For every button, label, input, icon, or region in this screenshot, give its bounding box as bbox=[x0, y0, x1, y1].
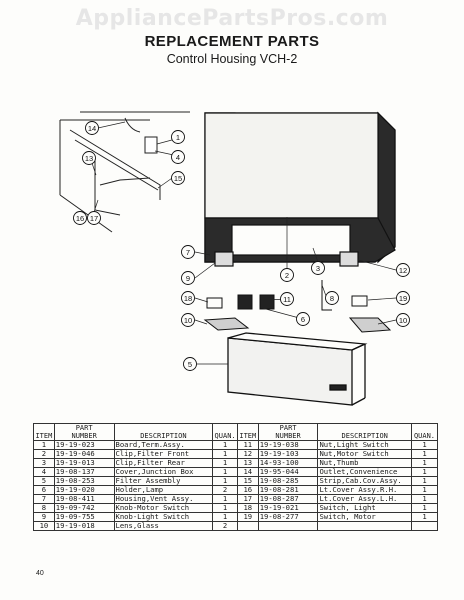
svg-text:9: 9 bbox=[185, 274, 191, 283]
callout-5 bbox=[184, 358, 197, 371]
page-subtitle: Control Housing VCH-2 bbox=[166, 52, 298, 66]
watermark: AppliancePartsPros.com bbox=[75, 6, 389, 31]
callout-6 bbox=[297, 313, 310, 326]
svg-text:15: 15 bbox=[173, 174, 183, 183]
callout-9 bbox=[182, 272, 195, 285]
table-row: 5 19-08-253 Filter Assembly 1 15 19-08-285 Strip,Cab.Cov.Assy. 1 bbox=[34, 477, 438, 486]
callout-8 bbox=[326, 292, 339, 305]
svg-text:19: 19 bbox=[398, 294, 408, 303]
svg-text:10: 10 bbox=[398, 316, 408, 325]
table-header bbox=[34, 424, 438, 441]
callout-12 bbox=[397, 264, 410, 277]
callout-13 bbox=[83, 152, 96, 165]
svg-text:10: 10 bbox=[183, 316, 193, 325]
callout-2 bbox=[281, 269, 294, 282]
col-quan: QUAN. bbox=[213, 424, 238, 441]
table-row: 1 19-19-023 Board,Term.Assy. 1 11 19-19-038 Nut,Light Switch 1 bbox=[34, 441, 438, 450]
callout-7 bbox=[182, 246, 195, 259]
svg-text:7: 7 bbox=[185, 248, 191, 257]
col-item: ITEM bbox=[237, 424, 258, 441]
callout-10-left bbox=[182, 314, 195, 327]
callout-15 bbox=[172, 172, 185, 185]
svg-text:2: 2 bbox=[284, 271, 290, 280]
svg-text:8: 8 bbox=[329, 294, 335, 303]
svg-text:17: 17 bbox=[89, 214, 99, 223]
svg-text:18: 18 bbox=[183, 294, 193, 303]
table-row: 4 19-08-137 Cover,Junction Box 1 14 19-95-044 Outlet,Convenience 1 bbox=[34, 468, 438, 477]
col-part-number: PART NUMBER bbox=[54, 424, 114, 441]
page-title: REPLACEMENT PARTS bbox=[144, 33, 320, 50]
col-description: DESCRIPTION bbox=[114, 424, 213, 441]
col-item: ITEM bbox=[34, 424, 55, 441]
callout-3 bbox=[312, 262, 325, 275]
callout-18 bbox=[182, 292, 195, 305]
svg-text:5: 5 bbox=[187, 360, 193, 369]
col-quan: QUAN. bbox=[411, 424, 437, 441]
callout-14 bbox=[86, 122, 99, 135]
svg-text:4: 4 bbox=[175, 153, 181, 162]
table-row: 7 19-08-411 Housing,Vent Assy. 1 17 19-08-287 Lt.Cover Assy.L.H. 1 bbox=[34, 495, 438, 504]
table-row: 6 19-19-020 Holder,Lamp 2 16 19-08-281 Lt.Cover Assy.R.H. 1 bbox=[34, 486, 438, 495]
col-part-number: PART NUMBER bbox=[258, 424, 318, 441]
page-number: 40 bbox=[36, 570, 44, 577]
callout-16 bbox=[74, 212, 87, 225]
callout-11 bbox=[281, 293, 294, 306]
table-row: 10 19-19-018 Lens,Glass 2 bbox=[34, 522, 438, 531]
callout-10-right bbox=[397, 314, 410, 327]
callout-1 bbox=[172, 131, 185, 144]
callout-17 bbox=[88, 212, 101, 225]
small-parts bbox=[205, 280, 390, 332]
svg-text:13: 13 bbox=[84, 154, 94, 163]
table-row: 9 19-09-755 Knob-Light Switch 1 19 19-08-277 Switch, Motor 1 bbox=[34, 513, 438, 522]
table-row: 3 19-19-013 Clip,Filter Rear 1 13 14-93-100 Nut,Thumb 1 bbox=[34, 459, 438, 468]
svg-text:11: 11 bbox=[283, 295, 291, 304]
callout-19 bbox=[397, 292, 410, 305]
svg-text:16: 16 bbox=[75, 214, 85, 223]
svg-text:6: 6 bbox=[300, 315, 306, 324]
callout-4 bbox=[172, 151, 185, 164]
svg-text:3: 3 bbox=[315, 264, 321, 273]
svg-text:14: 14 bbox=[87, 124, 97, 133]
svg-text:1: 1 bbox=[175, 133, 181, 142]
vent-housing bbox=[205, 113, 395, 266]
svg-text:12: 12 bbox=[398, 266, 408, 275]
parts-table bbox=[33, 423, 438, 531]
filter-assembly bbox=[228, 333, 365, 405]
col-description: DESCRIPTION bbox=[318, 424, 412, 441]
table-row: 8 19-09-742 Knob-Motor Switch 1 18 19-19-021 Switch, Light 1 bbox=[34, 504, 438, 513]
table-row: 2 19-19-046 Clip,Filter Front 1 12 19-19-103 Nut,Motor Switch 1 bbox=[34, 450, 438, 459]
